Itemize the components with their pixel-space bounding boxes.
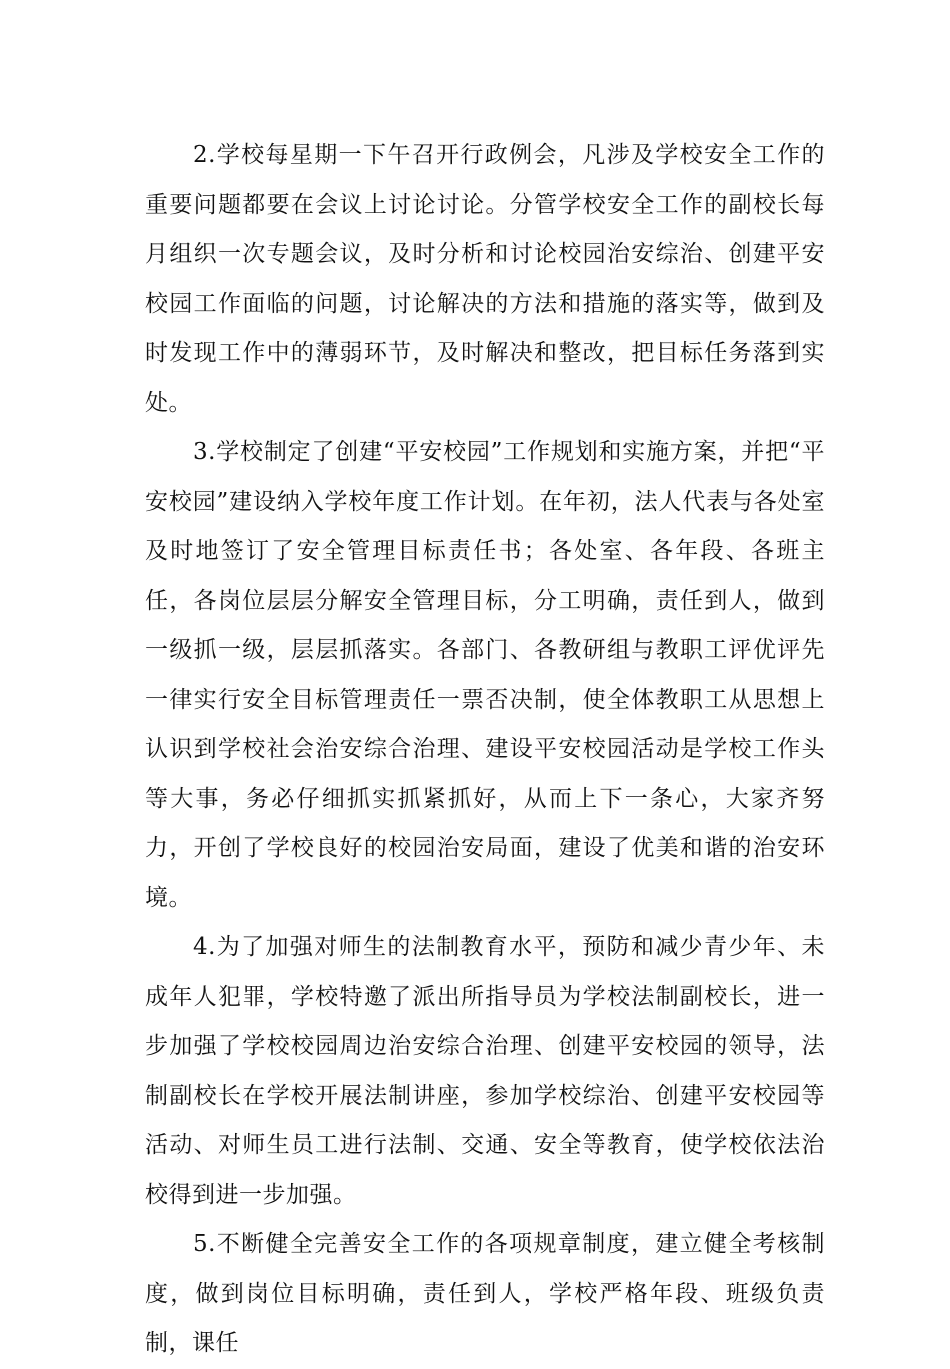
paragraph-5: 5.不断健全完善安全工作的各项规章制度，建立健全考核制度，做到岗位目标明确，责任到人，学校严格年段、班级负责制，课任 bbox=[145, 1231, 825, 1356]
paragraph-4: 4.为了加强对师生的法制教育水平，预防和减少青少年、未成年人犯罪，学校特邀了派出所指导员为学校法制副校长，进一步加强了学校校园周边治安综合治理、创建平安校园的领导，法制副校长在学校开展法制讲座，参加学校综治、创建平安校园等活动、对师生员工进行法制、交通、安全等教育，使学校依法治校得到进一步加强。 bbox=[145, 934, 825, 1208]
paragraph-2: 2.学校每星期一下午召开行政例会，凡涉及学校安全工作的重要问题都要在会议上讨论讨论。分管学校安全工作的副校长每月组织一次专题会议，及时分析和讨论校园治安综治、创建平安校园工作面临的问题，讨论解决的方法和措施的落实等，做到及时发现工作中的薄弱环节，及时解决和整改，把目标任务落到实处。 bbox=[145, 142, 825, 416]
document-body bbox=[145, 131, 825, 1369]
paragraph-3: 3.学校制定了创建“平安校园”工作规划和实施方案，并把“平安校园”建设纳入学校年度工作计划。在年初，法人代表与各处室及时地签订了安全管理目标责任书；各处室、各年段、各班主任，各岗位层层分解安全管理目标，分工明确，责任到人，做到一级抓一级，层层抓落实。各部门、各教研组与教职工评优评先一律实行安全目标管理责任一票否决制，使全体教职工从思想上认识到学校社会治安综合治理、建设平安校园活动是学校工作头等大事，务必仔细抓实抓紧抓好，从而上下一条心，大家齐努力，开创了学校良好的校园治安局面，建设了优美和谐的治安环境。 bbox=[145, 439, 825, 911]
